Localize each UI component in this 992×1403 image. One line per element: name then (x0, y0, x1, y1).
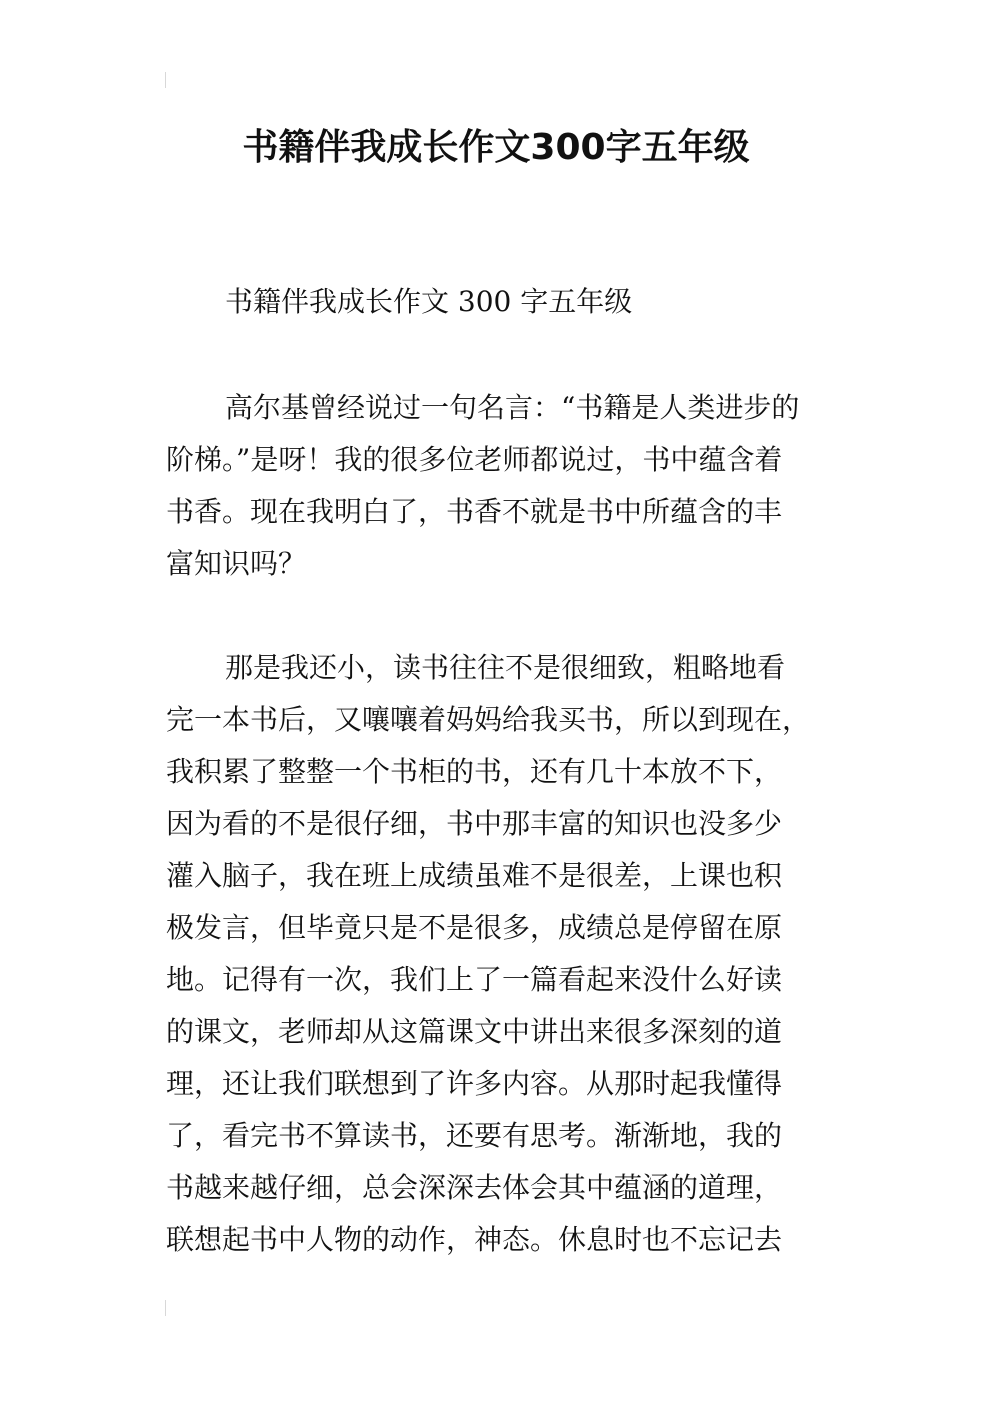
bottom-corner-mark (165, 1300, 166, 1316)
document-subtitle: 书籍伴我成长作文 300 字五年级 (225, 285, 633, 318)
paragraph-2-line: 那是我还小，读书往往不是很细致，粗略地看 (225, 651, 786, 684)
paragraph-2-line: 的课文，老师却从这篇课文中讲出来很多深刻的道 (166, 1015, 783, 1048)
paragraph-2-line: 了，看完书不算读书，还要有思考。渐渐地，我的 (166, 1119, 783, 1152)
paragraph-1-line: 富知识吗？ (166, 547, 307, 580)
paragraph-1-line: 高尔基曾经说过一句名言：“书籍是人类进步的 (225, 391, 800, 424)
paragraph-2-line: 完一本书后，又嚷嚷着妈妈给我买书，所以到现在， (166, 703, 811, 736)
paragraph-2 (166, 642, 832, 1266)
document-title: 书籍伴我成长作文300字五年级 (242, 127, 750, 168)
paragraph-2-line: 地。记得有一次，我们上了一篇看起来没什么好读 (166, 963, 783, 996)
paragraph-2-line: 联想起书中人物的动作，神态。休息时也不忘记去 (166, 1223, 783, 1256)
top-corner-mark (165, 72, 166, 88)
paragraph-2-line: 我积累了整整一个书柜的书，还有几十本放不下， (166, 755, 783, 788)
paragraph-1-line: 阶梯。”是呀！我的很多位老师都说过，书中蕴含着 (166, 443, 783, 476)
paragraph-2-line: 极发言，但毕竟只是不是很多，成绩总是停留在原 (166, 911, 783, 944)
paragraph-2-line: 因为看的不是很仔细，书中那丰富的知识也没多少 (166, 807, 783, 840)
paragraph-2-line: 灌入脑子，我在班上成绩虽难不是很差，上课也积 (166, 859, 783, 892)
paragraph-2-line: 书越来越仔细，总会深深去体会其中蕴涵的道理， (166, 1171, 783, 1204)
paragraph-1 (166, 382, 832, 590)
paragraph-1-line: 书香。现在我明白了，书香不就是书中所蕴含的丰 (166, 495, 783, 528)
paragraph-2-line: 理，还让我们联想到了许多内容。从那时起我懂得 (166, 1067, 783, 1100)
